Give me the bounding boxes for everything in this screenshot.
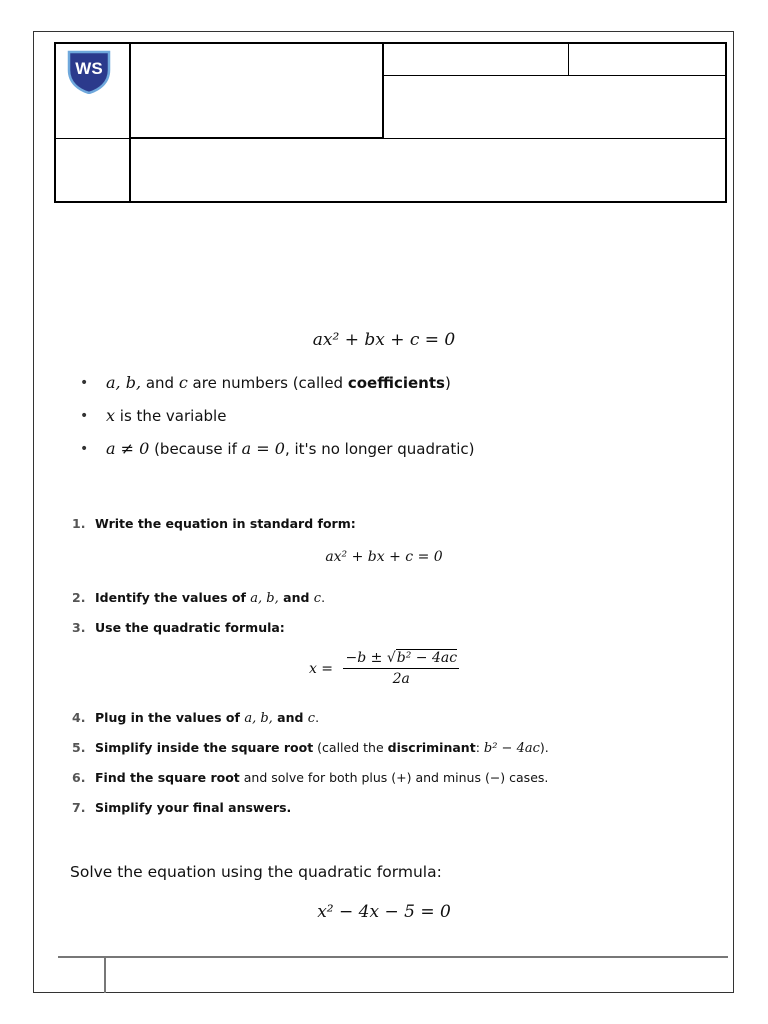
ws-shield-logo bbox=[66, 50, 112, 94]
step-2: 2. Identify the values of a, b, and c. bbox=[72, 590, 326, 606]
problem-equation: x² − 4x − 5 = 0 bbox=[317, 902, 451, 922]
formula-fraction: $\frac{\text{−b ± √b² − 4ac}}{2a}$ bbox=[345, 650, 458, 687]
step-1-equation: ax² + bx + c = 0 bbox=[325, 549, 443, 565]
header-divider bbox=[129, 42, 131, 203]
quadratic-formula: x = $\frac{\text{−b ± √b² − 4ac}}{2a}$ bbox=[308, 650, 458, 687]
header-divider bbox=[568, 42, 569, 76]
step-4: 4. Plug in the values of a, b, and c. bbox=[72, 710, 320, 726]
bullet-item: • a, b, and c are numbers (called coefficients) bbox=[80, 370, 474, 403]
header-table bbox=[54, 42, 727, 203]
header-divider bbox=[384, 75, 727, 76]
bullet-item: • x is the variable bbox=[80, 403, 474, 436]
step-1: 1. Write the equation in standard form: bbox=[72, 516, 356, 531]
bullet-item: • a ≠ 0 (because if a = 0, it's no longer quadratic) bbox=[80, 436, 474, 469]
footer-rule bbox=[58, 956, 728, 958]
problem-prompt: Solve the equation using the quadratic formula: bbox=[70, 863, 442, 881]
footer-divider bbox=[104, 956, 106, 993]
header-divider bbox=[54, 138, 727, 139]
step-5: 5. Simplify inside the square root (called the discriminant: b² − 4ac). bbox=[72, 740, 549, 756]
logo-text: WS bbox=[75, 59, 103, 78]
coefficient-bullets bbox=[80, 370, 474, 469]
step-6: 6. Find the square root and solve for both plus (+) and minus (−) cases. bbox=[72, 770, 549, 785]
step-3: 3. Use the quadratic formula: bbox=[72, 620, 285, 635]
step-7: 7. Simplify your final answers. bbox=[72, 800, 292, 815]
header-divider bbox=[382, 42, 384, 139]
standard-form-equation: ax² + bx + c = 0 bbox=[312, 330, 456, 350]
